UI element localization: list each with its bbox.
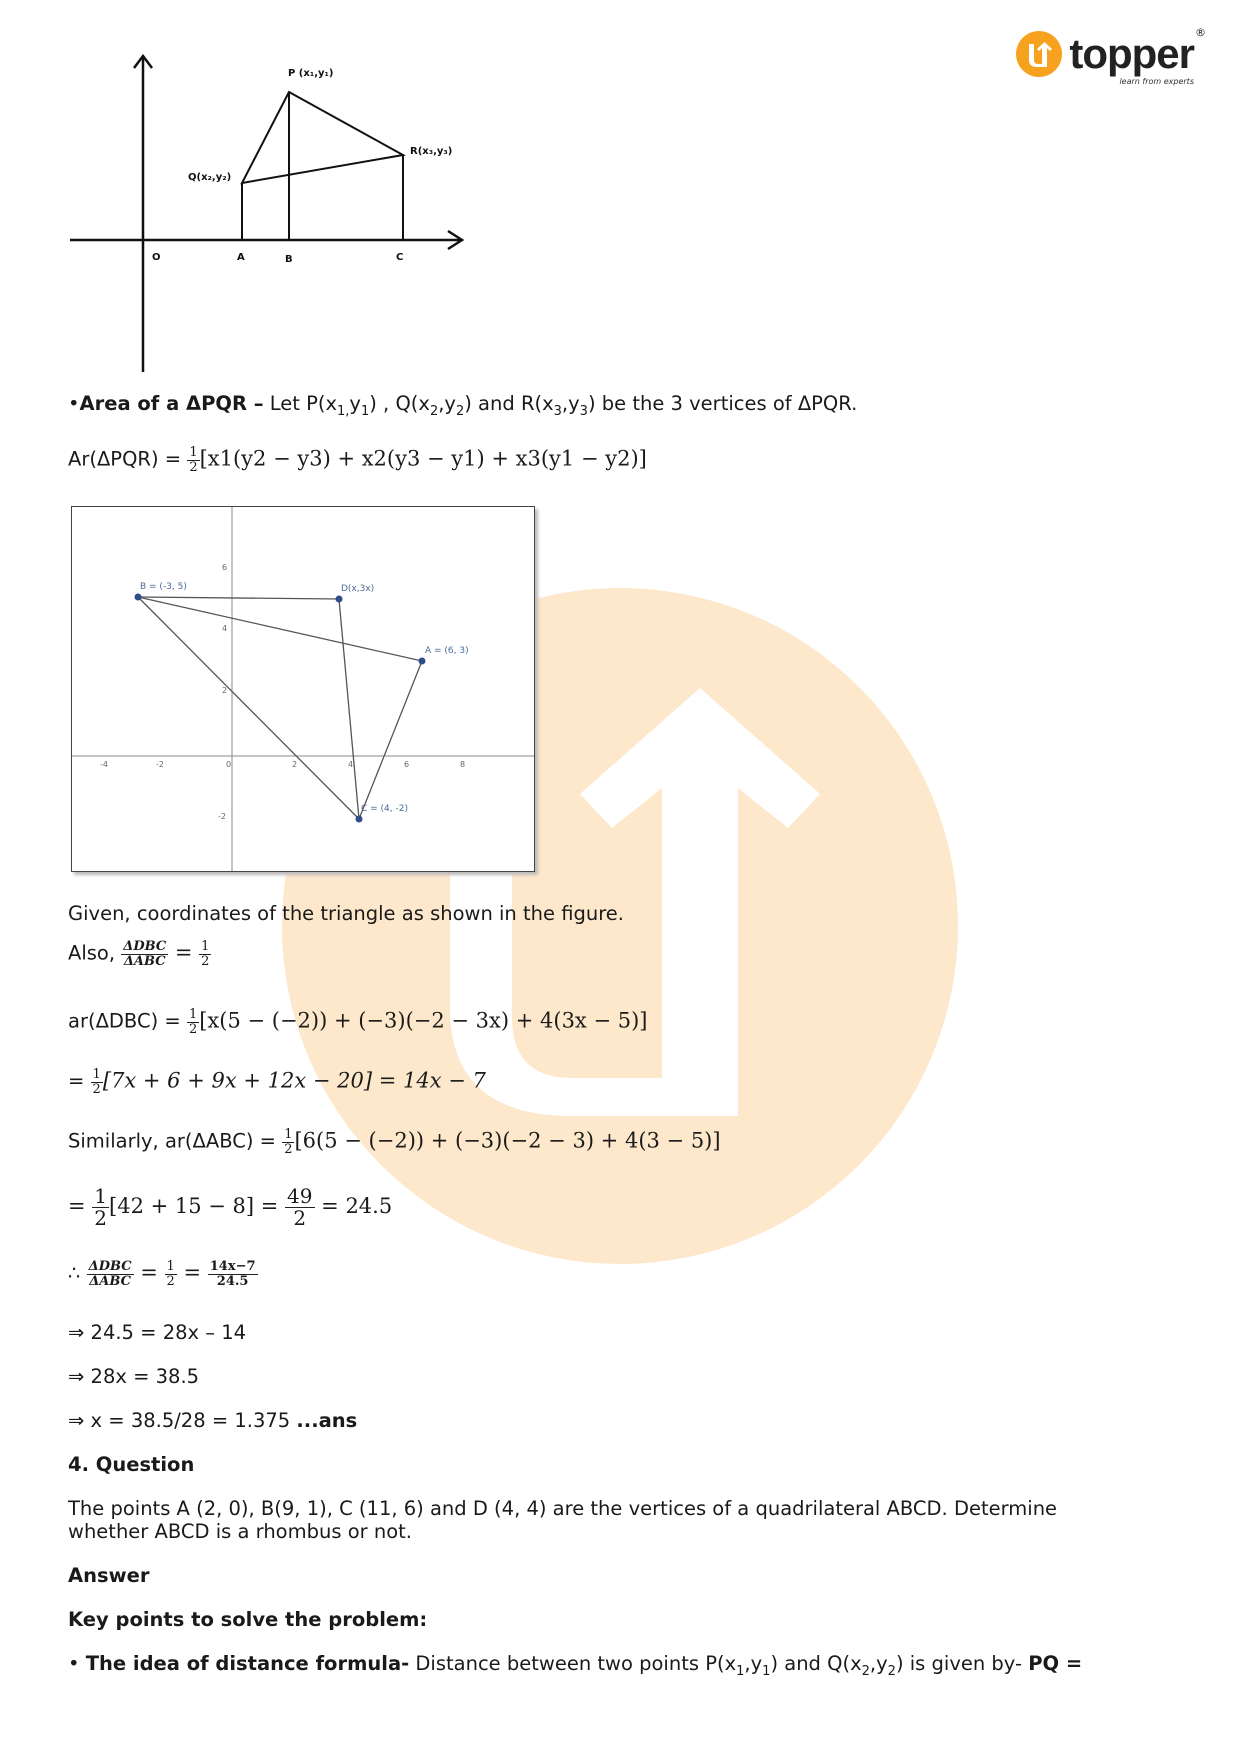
area-definition: •Area of a ΔPQR – Let $P(x_{1,}y_1)$ , $Q(x_2,y_2)$ and $R(x_3,y_3)$ be the 3 vertices of ΔPQR. [68,392,858,419]
question-heading: 4. Question [68,1453,195,1476]
label-b: B [285,254,293,265]
area-formula: Ar(ΔPQR) = $\frac{1}{2}$ [x1(y2 − y3) + x2(y3 − y1) + x3(y1 − y2)] [68,445,647,475]
point-d [336,596,343,603]
segment-b-c [138,597,359,819]
x-tick-8: 8 [460,760,466,769]
x-tick-0: 0 [226,760,232,769]
label-p: P (x₁,y₁) [288,68,334,79]
question-text-line-1: The points A (2, 0), B(9, 1), C (11, 6) and D (4, 4) are the vertices of a quadrilateral ABCD. Determine [68,1497,1058,1520]
label-q: Q(x₂,y₂) [188,172,232,183]
ar-dbc-formula: ar(ΔDBC) = $\frac{1}{2}$ [x(5 − (−2)) + (−3)(−2 − 3x) + 4(3x − 5)] [68,1007,648,1037]
ar-abc-simplified: = $\frac{1}{2}$ [42 + 15 − 8] = $\frac{49}{2}$ = 24.5 [68,1184,393,1230]
triangle-graph-svg [72,507,534,871]
y-tick-neg2: -2 [218,812,226,821]
x-tick-neg4: -4 [100,760,108,769]
y-tick-4: 4 [222,624,228,633]
label-point-c: C = (4, -2) [361,804,408,814]
step-2: ⇒ 28x = 38.5 [68,1365,200,1388]
step-1: ⇒ 24.5 = 28x – 14 [68,1321,247,1344]
x-tick-2: 2 [292,760,298,769]
x-tick-neg2: -2 [156,760,164,769]
label-a: A [237,252,245,263]
y-tick-6: 6 [222,563,228,572]
logo-registered: ® [1195,26,1206,39]
topper-logo-icon [1015,30,1063,78]
point-b [135,594,142,601]
triangle-graph-figure [71,506,535,872]
ar-dbc-simplified: = $\frac{1}{2}$ [7x + 6 + 9x + 12x − 20] = 14x − 7 [68,1067,486,1097]
answer-heading: Answer [68,1564,150,1587]
logo-tagline: learn from experts [1119,77,1194,86]
triangle-pqr-figure [60,50,480,375]
area-title: Area of a ΔPQR – [79,392,264,415]
step-3: ⇒ x = 38.5/28 = 1.375 ...ans [68,1409,358,1432]
label-o: O [152,252,161,263]
segment-b-d [138,597,339,599]
label-point-d: D(x,3x) [341,584,375,594]
segment-d-c [339,599,359,819]
key-points-heading: Key points to solve the problem: [68,1608,428,1631]
also-ratio: Also, $\frac{\text{ΔDBC}}{\text{ΔABC}}$ = $\frac{1}{2}$ [68,939,210,969]
ratio-equation: ∴ $\frac{\text{ΔDBC}}{\text{ΔABC}}$ = $\frac{1}{2}$ = $\frac{14x-7}{24.5}$ [68,1259,256,1289]
distance-formula-line: • The idea of distance formula- Distance between two points $P(x_1,y_1)$ and $Q(x_2,y_2)$ is given by- PQ = [68,1652,1083,1679]
y-tick-2: 2 [222,686,228,695]
point-a [419,658,426,665]
label-point-b: B = (-3, 5) [140,582,187,592]
triangle-pqr [242,92,403,183]
ar-abc-formula: Similarly, ar(ΔABC) = $\frac{1}{2}$ [6(5 − (−2)) + (−3)(−2 − 3) + 4(3 − 5)] [68,1127,721,1157]
topper-logo [1015,24,1206,86]
segment-b-a [138,597,422,661]
logo-text: topper [1069,30,1194,77]
distance-title: The idea of distance formula- [85,1652,410,1675]
point-c [356,816,363,823]
label-point-a: A = (6, 3) [425,646,469,656]
question-text-line-2: whether ABCD is a rhombus or not. [68,1520,412,1543]
label-c: C [396,252,404,263]
segment-a-c [359,661,422,819]
x-tick-6: 6 [404,760,410,769]
x-tick-4: 4 [348,760,354,769]
ans-label: ...ans [296,1409,358,1432]
given-text: Given, coordinates of the triangle as shown in the figure. [68,902,624,925]
label-r: R(x₃,y₃) [410,146,453,157]
